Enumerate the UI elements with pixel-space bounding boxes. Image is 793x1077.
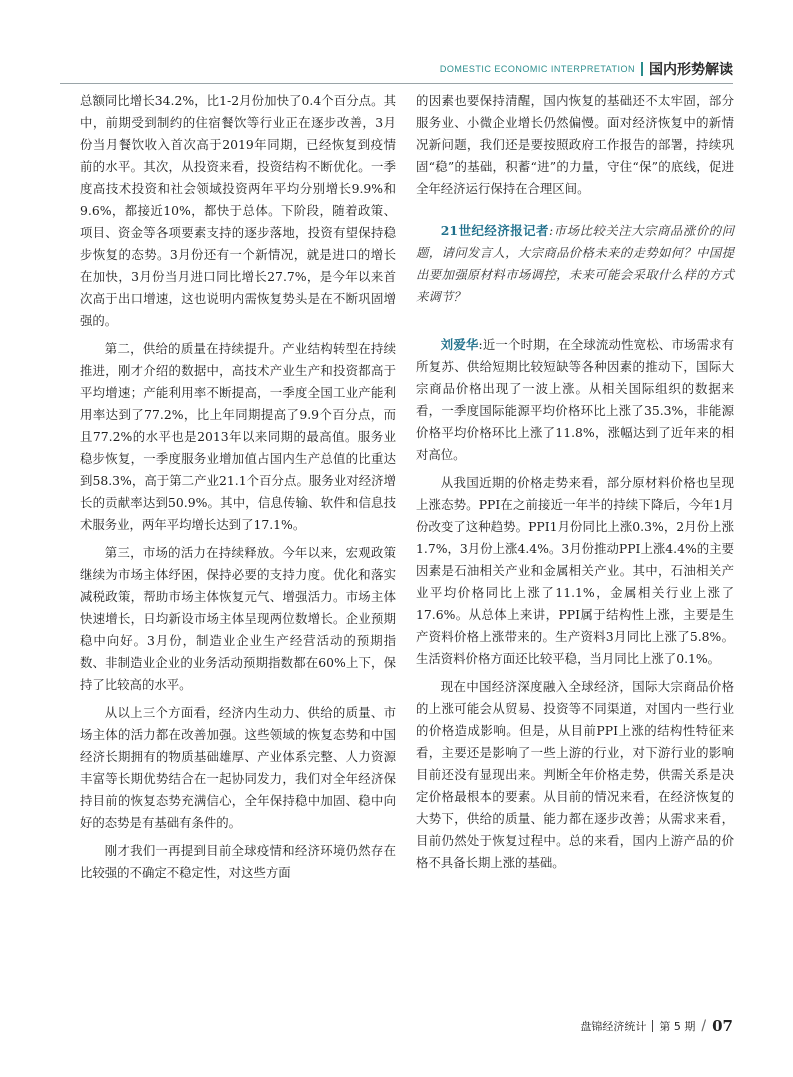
footer-separator: [652, 1020, 653, 1032]
question-text: :市场比较关注大宗商品涨价的问题，请问发言人，大宗商品价格未来的走势如何？中国提出要加强原材料市场调控，未来可能会采取什么样的方式来调节？: [416, 223, 734, 304]
footer-slash: /: [701, 1018, 707, 1034]
spokesperson-answer: [416, 334, 734, 466]
paragraph: 第二，供给的质量在持续提升。产业结构转型在持续推进，刚才介绍的数据中，高技术产业生产和投资都高于平均增速；产能利用率不断提高，一季度全国工业产能利用率达到了77.2%，比上年同期提高了9.9个百分点，而且77.2%的水平也是2013年以来同期的最高值。服务业稳步恢复，一季度服务业增加值占国内生产总值的比重达到58.3%，高于第二产业21.1个百分点。服务业对经济增长的贡献率达到50.9%。其中，信息传输、软件和信息技术服务业，两年平均增长达到了17.1%。: [80, 341, 396, 532]
paragraph: 从我国近期的价格走势来看，部分原材料价格也呈现上涨态势。PPI在之前接近一年半的持续下降后，今年1月份改变了这种趋势。PPI1月份同比上涨0.3%，2月份上涨1.7%，3月份上涨4.4%。3月份推动PPI上涨4.4%的主要因素是石油相关产业和金属相关产业。其中，石油相关产业平均价格同比上涨了11.1%，金属相关行业上涨了17.6%。从总体上来讲，PPI属于结构性上涨，主要是生产资料价格上涨带来的。生产资料3月同比上涨了5.8%。生活资料价格方面还比较平稳，当月同比上涨了0.1%。: [416, 475, 734, 666]
paragraph: 从以上三个方面看，经济内生动力、供给的质量、市场主体的活力都在改善加强。这些领域的恢复态势和中国经济长期拥有的物质基础雄厚、产业体系完整、人力资源丰富等长期优势结合在一起协同发力，我们对全年经济保持目前的恢复态势充满信心，全年保持稳中加固、稳中向好的态势是有基础有条件的。: [80, 705, 396, 830]
issue-number: 第 5 期: [659, 1020, 696, 1033]
paragraph: 现在中国经济深度融入全球经济，国际大宗商品价格的上涨可能会从贸易、投资等不同渠道，对国内一些行业的价格造成影响。但是，从目前PPI上涨的结构性特征来看，主要还是影响了一些上游的行业，对下游行业的影响目前还没有显现出来。判断全年价格走势，供需关系是决定价格最根本的要素。从目前的情况来看，在经济恢复的大势下，供给的质量、能力都在逐步改善；从需求来看，目前仍然处于恢复过程中。总的来看，国内上游产品的价格不具备长期上涨的基础。: [416, 679, 734, 870]
header-separator: [641, 62, 643, 76]
section-title-cn: 国内形势解读: [649, 62, 733, 78]
page-header: [60, 55, 733, 84]
section-title-en: DOMESTIC ECONOMIC INTERPRETATION: [439, 64, 635, 74]
answer-text: :近一个时期，在全球流动性宽松、市场需求有所复苏、供给短期比较短缺等各种因素的推动下，国际大宗商品价格出现了一波上涨。从相关国际组织的数据来看，一季度国际能源平均价格环比上涨了35.3%，非能源价格平均价格环比上涨了11.8%，涨幅达到了近年来的相对高位。: [416, 337, 734, 462]
paragraph: 总额同比增长34.2%，比1-2月份加快了0.4个百分点。其中，前期受到制约的住宿餐饮等行业正在逐步改善，3月份当月餐饮收入首次高于2019年同期，已经恢复到疫情前的水平。其次，从投资来看，投资结构不断优化。一季度高技术投资和社会领域投资两年平均分别增长9.9%和9.6%，都接近10%，都快于总体。下阶段，随着政策、项目、资金等各项要素支持的逐步落地，投资有望保持稳步恢复的态势。3月份还有一个新情况，就是进口的增长在加快，3月份当月进口同比增长27.7%，是今年以来首次高于出口增速，这也说明内需恢复势头是在不断巩固增强的。: [80, 93, 396, 328]
left-column: [80, 90, 396, 890]
answer-speaker: 刘爱华: [440, 337, 479, 352]
question-speaker: 21世纪经济报记者: [440, 223, 549, 238]
magazine-name: 盘锦经济统计: [580, 1020, 647, 1033]
paragraph: 的因素也要保持清醒，国内恢复的基础还不太牢固，部分服务业、小微企业增长仍然偏慢。面对经济恢复中的新情况新问题，我们还是要按照政府工作报告的部署，持续巩固“稳”的基础，积蓄“进”的力量，守住“保”的底线，促进全年经济运行保持在合理区间。: [416, 93, 734, 196]
paragraph: 刚才我们一再提到目前全球疫情和经济环境仍然存在比较强的不确定不稳定性，对这些方面: [80, 843, 396, 880]
page-number: 07: [712, 1017, 733, 1035]
reporter-question: [416, 220, 734, 308]
right-column: [416, 90, 734, 880]
page-footer: [580, 1017, 733, 1035]
paragraph: 第三，市场的活力在持续释放。今年以来，宏观政策继续为市场主体纾困，保持必要的支持力度。优化和落实减税政策，帮助市场主体恢复元气、增强活力。市场主体快速增长，日均新设市场主体呈现两位数增长。企业预期稳中向好。3月份，制造业企业生产经营活动的预期指数、非制造业企业的业务活动预期指数都在60%上下，保持了比较高的水平。: [80, 545, 396, 692]
header-right-group: [440, 59, 733, 79]
